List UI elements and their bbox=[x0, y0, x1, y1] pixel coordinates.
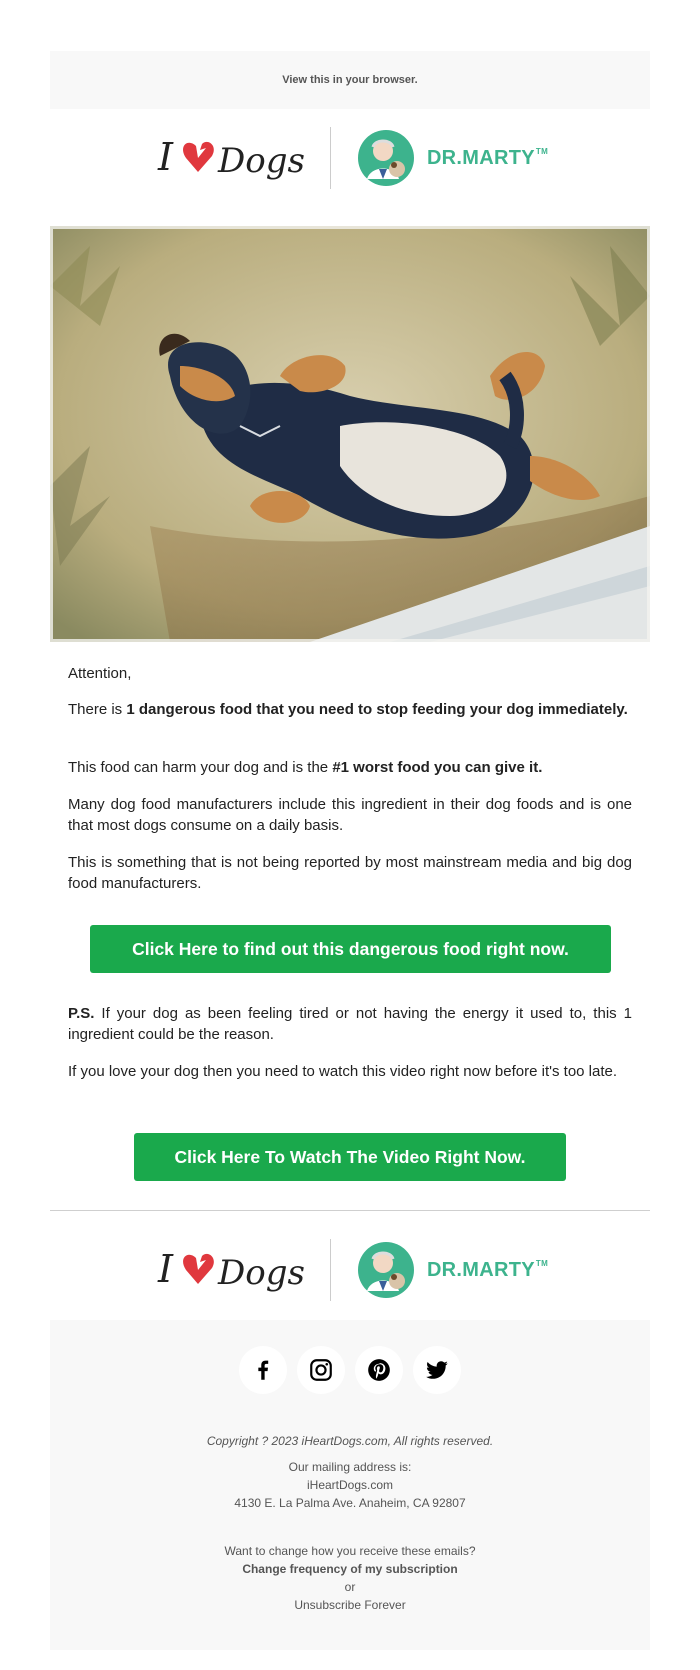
preheader bbox=[50, 51, 650, 109]
change-question: Want to change how you receive these emails? bbox=[224, 1544, 476, 1558]
divider-line bbox=[50, 1210, 650, 1211]
paragraph-love-your-dog: If you love your dog then you need to watch this video right now before it's too late. bbox=[68, 1063, 618, 1080]
drmarty-logo[interactable] bbox=[357, 129, 548, 187]
paragraph-dangerous-food: There is 1 dangerous food that you need to stop feeding your dog immediately. bbox=[68, 701, 628, 718]
paragraph-not-reported: This is something that is not being reported by most mainstream media and big dog food manufacturers. bbox=[68, 854, 632, 892]
logo-dogs-text-footer: Dogs bbox=[217, 1253, 305, 1293]
facebook-link[interactable] bbox=[239, 1346, 287, 1394]
trademark-mark: TM bbox=[535, 146, 549, 156]
ilovedogs-logo[interactable] bbox=[152, 128, 312, 188]
greeting-text: Attention, bbox=[68, 665, 132, 682]
subscription-options bbox=[50, 1542, 650, 1614]
unsubscribe-link[interactable]: Unsubscribe Forever bbox=[294, 1598, 406, 1612]
paragraph-worst-food: This food can harm your dog and is the #1 worst food you can give it. bbox=[68, 759, 543, 776]
footer bbox=[50, 1320, 650, 1650]
ilovedogs-logo-footer[interactable] bbox=[152, 1240, 312, 1300]
footer-logos bbox=[50, 1236, 650, 1304]
drmarty-avatar-icon bbox=[357, 1241, 415, 1299]
view-in-browser-link[interactable]: View this in your browser. bbox=[282, 74, 418, 86]
twitter-icon bbox=[424, 1357, 450, 1383]
cta-watch-video-button[interactable]: Click Here To Watch The Video Right Now. bbox=[134, 1133, 566, 1181]
instagram-link[interactable] bbox=[297, 1346, 345, 1394]
copyright-text: Copyright ? 2023 iHeartDogs.com, All rights reserved. bbox=[206, 1434, 494, 1448]
paragraph-manufacturers: Many dog food manufacturers include this ingredient in their dog foods and is one that most dogs consume on a daily basis. bbox=[68, 796, 632, 834]
pinterest-link[interactable] bbox=[355, 1346, 403, 1394]
facebook-icon bbox=[250, 1357, 276, 1383]
bold-worst-food: #1 worst food you can give it. bbox=[332, 759, 543, 776]
drmarty-wordmark-footer: DR.MARTY™ bbox=[426, 1258, 549, 1281]
logo-divider bbox=[330, 127, 331, 189]
dog-painting-illustration bbox=[50, 226, 650, 642]
drmarty-wordmark: DR.MARTY™ bbox=[426, 146, 549, 169]
change-frequency-link[interactable]: Change frequency of my subscription bbox=[242, 1562, 458, 1576]
mailing-label: Our mailing address is: bbox=[288, 1460, 412, 1474]
trademark-mark-footer: TM bbox=[535, 1258, 549, 1268]
mailing-address bbox=[50, 1458, 650, 1512]
logo-i-text-footer: I bbox=[157, 1247, 173, 1291]
drmarty-avatar-icon bbox=[357, 129, 415, 187]
drmarty-logo-footer[interactable] bbox=[357, 1241, 548, 1299]
cta-find-dangerous-food-button[interactable]: Click Here to find out this dangerous food right now. bbox=[90, 925, 611, 973]
logo-dogs-text: Dogs bbox=[217, 141, 305, 181]
hero-image-dog[interactable] bbox=[50, 226, 650, 642]
logo-i-text: I bbox=[157, 135, 173, 179]
paragraph-ps: P.S. If your dog as been feeling tired or not having the energy it used to, this 1 ingredient could be the reason. bbox=[68, 1005, 632, 1043]
heart-icon bbox=[183, 142, 214, 172]
bold-dangerous-food: 1 dangerous food that you need to stop feeding your dog immediately. bbox=[126, 701, 628, 718]
header-logos bbox=[50, 124, 650, 192]
pinterest-icon bbox=[366, 1357, 392, 1383]
company-name: iHeartDogs.com bbox=[306, 1478, 394, 1492]
twitter-link[interactable] bbox=[413, 1346, 461, 1394]
logo-divider-footer bbox=[330, 1239, 331, 1301]
street-address: 4130 E. La Palma Ave. Anaheim, CA 92807 bbox=[234, 1496, 466, 1510]
heart-icon bbox=[183, 1254, 214, 1284]
ps-label: P.S. bbox=[68, 1005, 95, 1022]
or-text: or bbox=[344, 1580, 356, 1594]
social-links bbox=[50, 1346, 650, 1394]
instagram-icon bbox=[308, 1357, 334, 1383]
